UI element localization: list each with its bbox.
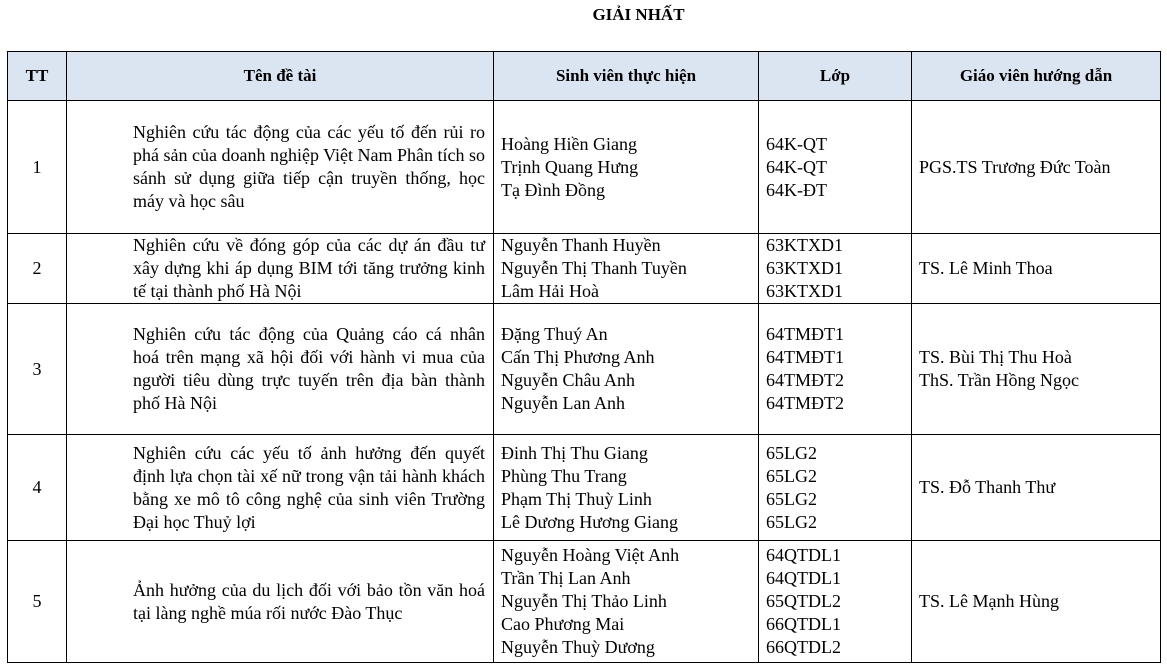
table-row	[8, 541, 1161, 663]
students-cell	[494, 101, 759, 234]
class-code: 64TMĐT1	[766, 324, 844, 344]
student-name: Trần Thị Lan Anh	[501, 568, 631, 588]
class-cell	[759, 304, 912, 435]
advisor-cell	[912, 541, 1161, 663]
student-name: Lê Dương Hương Giang	[501, 511, 679, 532]
student-name: Tạ Đình Đồng	[501, 179, 605, 200]
student-name: Nguyễn Thị Thanh Tuyền	[501, 258, 687, 278]
class-code: 65LG2	[766, 488, 817, 509]
student-name: Nguyễn Châu Anh	[501, 370, 635, 390]
class-code: 66QTDL2	[766, 637, 841, 657]
table-row	[8, 304, 1161, 435]
advisor-name: TS. Lê Minh Thoa	[919, 258, 1053, 278]
students-cell	[494, 304, 759, 435]
class-code: 64K-QT	[766, 156, 827, 177]
row-number: 1	[8, 101, 67, 234]
class-code: 63KTXD1	[766, 235, 843, 255]
student-name: Cao Phương Mai	[501, 614, 625, 634]
class-cell	[759, 234, 912, 304]
class-code: 64TMĐT2	[766, 370, 844, 390]
advisor-name: TS. Bùi Thị Thu Hoà	[919, 347, 1072, 367]
advisor-cell	[912, 234, 1161, 304]
students-cell	[494, 234, 759, 304]
class-cell	[759, 101, 912, 234]
student-name: Trịnh Quang Hưng	[501, 156, 639, 177]
topic-cell: Nghiên cứu về đóng góp của các dự án đầu tư xây dựng khi áp dụng BIM tới tăng trưởng kinh tế tại thành phố Hà Nội	[67, 234, 494, 304]
class-code: 64K-QT	[766, 133, 827, 154]
advisor-cell	[912, 435, 1161, 541]
table-row	[8, 101, 1161, 234]
award-table	[7, 51, 1161, 663]
class-code: 64QTDL1	[766, 545, 841, 565]
class-code: 65QTDL2	[766, 591, 841, 611]
header-row	[8, 52, 1161, 101]
class-code: 63KTXD1	[766, 281, 843, 301]
student-name: Nguyễn Thanh Huyền	[501, 235, 661, 255]
header-advisor: Giáo viên hướng dẫn	[912, 52, 1161, 101]
advisor-name: TS. Đỗ Thanh Thư	[919, 477, 1056, 497]
student-name: Lâm Hải Hoà	[501, 281, 599, 301]
row-number: 3	[8, 304, 67, 435]
advisor-name: TS. Lê Mạnh Hùng	[919, 591, 1059, 611]
class-code: 66QTDL1	[766, 614, 841, 634]
student-name: Nguyễn Hoàng Việt Anh	[501, 545, 680, 565]
advisor-name: ThS. Trần Hồng Ngọc	[919, 370, 1080, 390]
student-name: Phùng Thu Trang	[501, 465, 627, 486]
class-code: 65LG2	[766, 465, 817, 486]
class-code: 64TMĐT1	[766, 347, 844, 367]
advisor-cell	[912, 304, 1161, 435]
class-cell	[759, 541, 912, 663]
header-students: Sinh viên thực hiện	[494, 52, 759, 101]
table-row	[8, 435, 1161, 541]
topic-cell: Nghiên cứu tác động của Quảng cáo cá nhân hoá trên mạng xã hội đối với hành vi mua của người tiêu dùng trực tuyến trên địa bàn thành phố Hà Nội	[67, 304, 494, 435]
table-body	[8, 101, 1161, 663]
class-code: 64QTDL1	[766, 568, 841, 588]
header-class: Lớp	[759, 52, 912, 101]
topic-cell: Ảnh hưởng của du lịch đối với bảo tồn văn hoá tại làng nghề múa rối nước Đào Thục	[67, 541, 494, 663]
class-code: 64TMĐT2	[766, 393, 844, 413]
topic-cell: Nghiên cứu tác động của các yếu tố đến rủi ro phá sản của doanh nghiệp Việt Nam Phân tích so sánh sử dụng giữa tiếp cận truyền thống, học máy và học sâu	[67, 101, 494, 234]
class-code: 63KTXD1	[766, 258, 843, 278]
page-title: GIẢI NHẤT	[592, 5, 685, 24]
student-name: Cấn Thị Phương Anh	[501, 347, 655, 367]
student-name: Nguyễn Lan Anh	[501, 393, 625, 413]
advisor-cell	[912, 101, 1161, 234]
class-cell	[759, 435, 912, 541]
students-cell	[494, 541, 759, 663]
class-code: 65LG2	[766, 442, 817, 463]
student-name: Phạm Thị Thuỳ Linh	[501, 488, 652, 509]
student-name: Đặng Thuý An	[501, 324, 608, 344]
class-code: 64K-ĐT	[766, 179, 827, 200]
student-name: Đinh Thị Thu Giang	[501, 442, 648, 463]
table-row	[8, 234, 1161, 304]
students-cell	[494, 435, 759, 541]
header-topic: Tên đề tài	[67, 52, 494, 101]
row-number: 2	[8, 234, 67, 304]
row-number: 5	[8, 541, 67, 663]
row-number: 4	[8, 435, 67, 541]
header-tt: TT	[8, 52, 67, 101]
topic-cell: Nghiên cứu các yếu tố ảnh hưởng đến quyết định lựa chọn tài xế nữ trong vận tải hành khách bằng xe mô tô công nghệ của sinh viên Trường Đại học Thuỷ lợi	[67, 435, 494, 541]
student-name: Hoàng Hiền Giang	[501, 133, 637, 154]
advisor-name: PGS.TS Trương Đức Toàn	[919, 156, 1111, 177]
student-name: Nguyễn Thị Thảo Linh	[501, 591, 667, 611]
student-name: Nguyễn Thuỳ Dương	[501, 637, 655, 657]
class-code: 65LG2	[766, 511, 817, 532]
